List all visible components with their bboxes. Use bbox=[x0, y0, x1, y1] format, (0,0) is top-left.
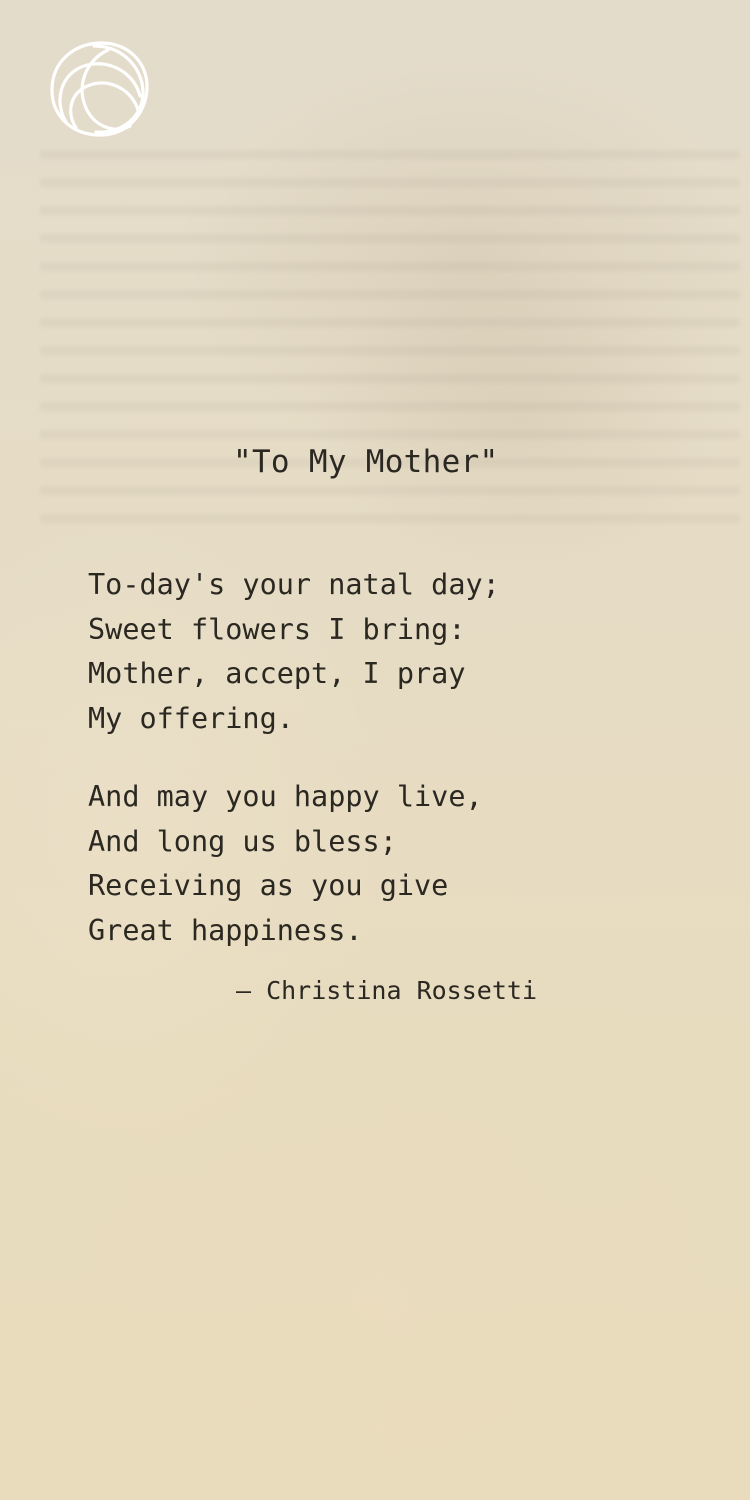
poem-line: And long us bless; bbox=[88, 824, 397, 858]
poem-line: Mother, accept, I pray bbox=[88, 657, 466, 690]
poem-line: Receiving as you give bbox=[88, 869, 449, 902]
interlocking-rings-logo-icon bbox=[46, 38, 152, 140]
poem-line: My offering. bbox=[88, 701, 294, 735]
poem-line: And may you happy live, bbox=[88, 780, 483, 813]
poem-line: To-day's your natal day; bbox=[88, 568, 500, 601]
poem-line: Sweet flowers I bring: bbox=[88, 612, 466, 646]
stanza-2 bbox=[88, 775, 483, 953]
poem-title: "To My Mother" bbox=[233, 444, 499, 480]
poem-line: Great happiness. bbox=[88, 913, 363, 947]
stanza-1 bbox=[88, 563, 500, 741]
poem-attribution: — Christina Rossetti bbox=[235, 976, 537, 1005]
